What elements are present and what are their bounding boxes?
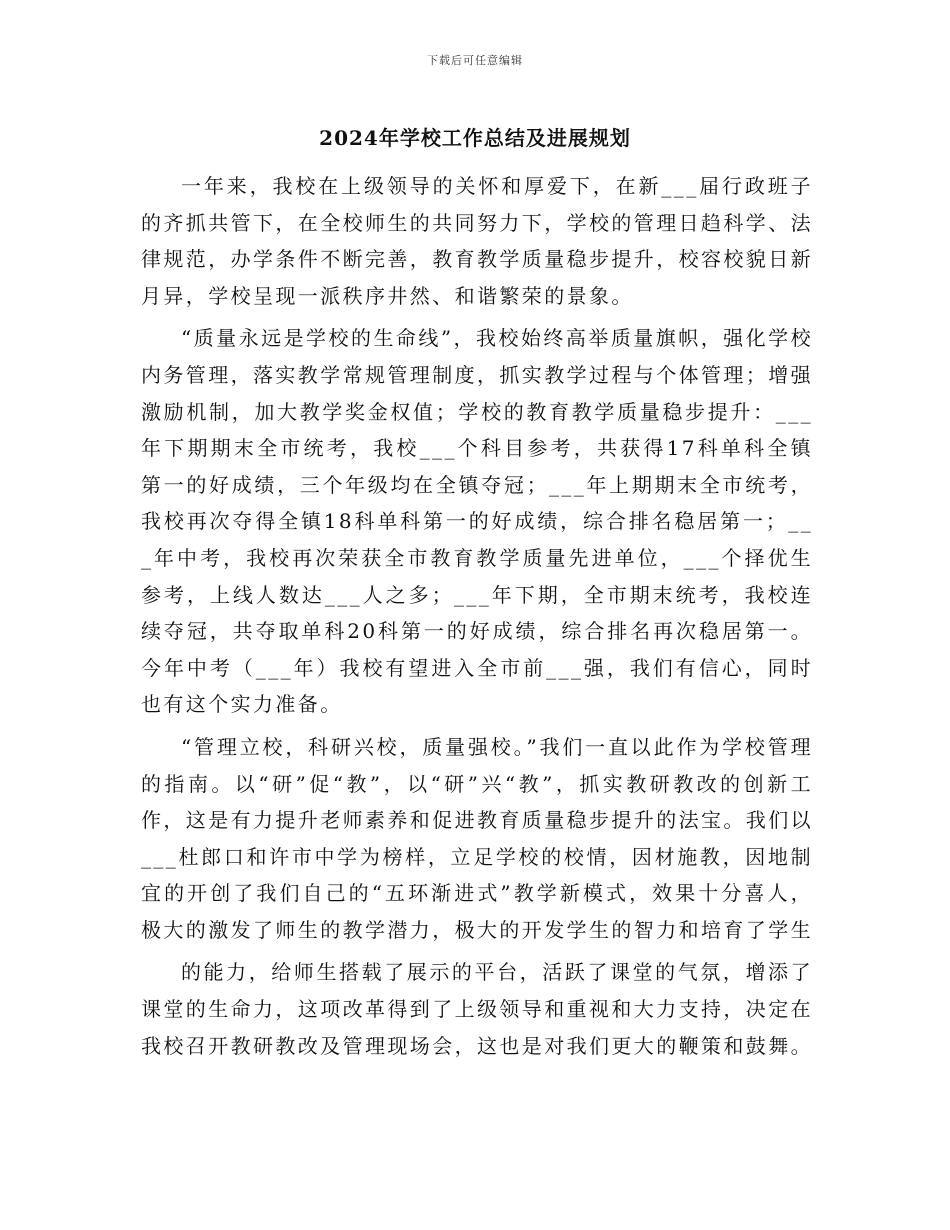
paragraph-ability: 的能力，给师生搭载了展示的平台，活跃了课堂的气氛，增添了课堂的生命力，这项改革得到了上级领导和重视和大力支持，决定在我校召开教研教改及管理现场会，这也是对我们更大的鞭策和鼓舞。	[141, 960, 813, 1058]
paragraph-management: “管理立校，科研兴校，质量强校。”我们一直以此作为学校管理的指南。以“研”促“教”，以“研”兴“教”，抓实教研教改的创新工作，这是有力提升老师素养和促进教育质量稳步提升的法宝。我们以___杜郎口和许市中学为榜样，立足学校的校情，因材施教，因地制宜的开创了我们自己的“五环渐进式”教学新模式，效果十分喜人，极大的激发了师生的教学潜力，极大的开发学生的智力和培育了学生	[141, 734, 813, 942]
document-title: 2024年学校工作总结及进展规划	[319, 126, 631, 150]
page-header-note: 下载后可任意编辑	[427, 54, 523, 67]
paragraph-intro: 一年来，我校在上级领导的关怀和厚爱下，在新___届行政班子的齐抓共管下，在全校师生的共同努力下，学校的管理日趋科学、法律规范，办学条件不断完善，教育教学质量稳步提升，校容校貌日新月异，学校呈现一派秩序井然、和谐繁荣的景象。	[141, 174, 813, 308]
paragraph-quality: “质量永远是学校的生命线”，我校始终高举质量旗帜，强化学校内务管理，落实教学常规管理制度，抓实教学过程与个体管理；增强激励机制，加大教学奖金权值；学校的教育教学质量稳步提升：___年下期期末全市统考，我校___个科目参考，共获得17科单科全镇第一的好成绩，三个年级均在全镇夺冠；___年上期期末全市统考，我校再次夺得全镇18科单科第一的好成绩，综合排名稳居第一；___年中考，我校再次荣获全市教育教学质量先进单位，___个择优生参考，上线人数达___人之多；___年下期，全市期末统考，我校连续夺冠，共夺取单科20科第一的好成绩，综合排名再次稳居第一。今年中考（___年）我校有望进入全市前___强，我们有信心，同时也有这个实力准备。	[141, 326, 813, 717]
document-body	[141, 168, 813, 1064]
